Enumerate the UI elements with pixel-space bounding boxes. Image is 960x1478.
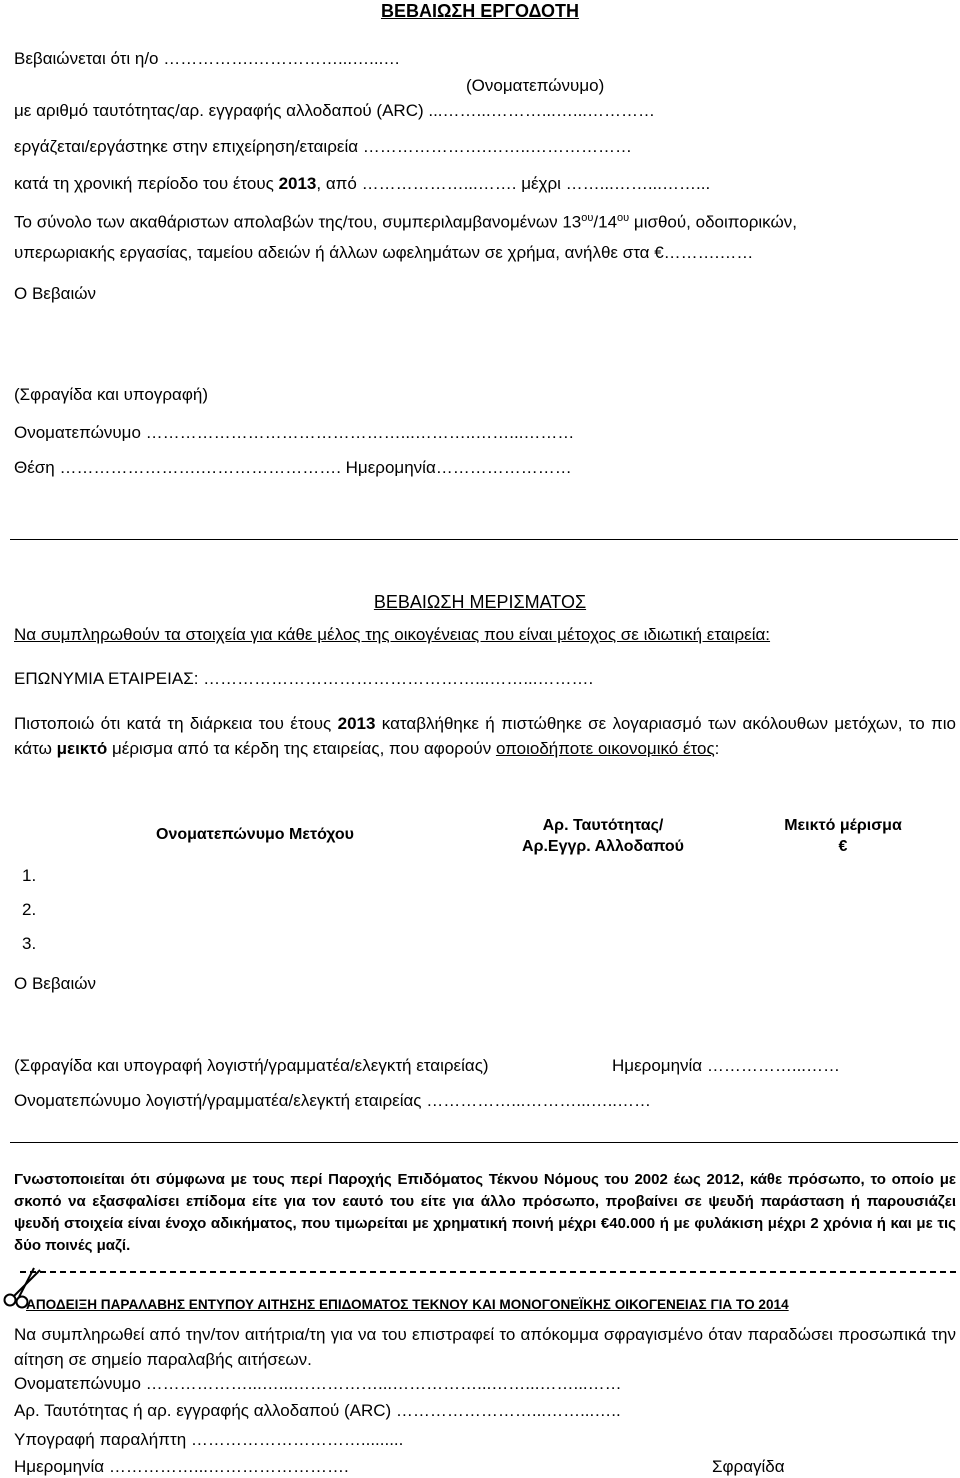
receipt-instruction: Να συμπληρωθεί από την/τον αιτήτρια/τη για να του επιστραφεί το απόκομμα σφραγισμένο όταν παραδώσει προσωπικά την αίτηση σε σημείο παραλαβής αιτήσεων. (14, 1325, 956, 1369)
shareholder-row-1: 1. (22, 866, 37, 885)
id-number-line: με αριθμό ταυτότητας/αρ. εγγραφής αλλοδαπού (ARC) ...……...………...…...………… (14, 101, 656, 120)
receipt-stamp-label: Σφραγίδα (712, 1457, 785, 1476)
position-date-line: Θέση …………………….……………………. Ημερομηνία…………………… (14, 458, 572, 477)
dividend-date-line: Ημερομηνία ……………...…… (612, 1056, 841, 1075)
dividend-certifier-label: Ο Βεβαιών (14, 974, 97, 993)
shareholder-row-2: 2. (22, 900, 37, 919)
receipt-date-line: Ημερομηνία ……………...……………………. (14, 1457, 349, 1476)
section-divider (10, 1142, 958, 1143)
stamp-signature-label: (Σφραγίδα και υπογραφή) (14, 385, 208, 404)
dividend-instruction: Να συμπληρωθούν τα στοιχεία για κάθε μέλος της οικογένειας που είναι μέτοχος σε ιδιωτική εταιρεία: (14, 625, 771, 644)
period-line: κατά τη χρονική περίοδο του έτους 2013, από ………………...……. μέχρι ……...……...……... (14, 174, 711, 193)
accountant-name-line: Ονοματεπώνυμο λογιστή/γραμματέα/ελεγκτή εταιρείας ……………...………...…..…… (14, 1091, 652, 1110)
employer-cert-title: ΒΕΒΑΙΩΣΗ ΕΡΓΟΔΟΤΗ (380, 1, 580, 21)
receipt-title: ΑΠΟΔΕΙΞΗ ΠΑΡΑΛΑΒΗΣ ΕΝΤΥΠΟΥ ΑΙΤΗΣΗΣ ΕΠΙΔΟΜΑΤΟΣ ΤΕΚΝΟΥ ΚΑΙ ΜΟΝΟΓΟΝΕΪΚΗΣ ΟΙΚΟΓΕΝΕΙΑΣ ΓΙΑ ΤΟ 2014 (26, 1297, 789, 1312)
shareholder-row-3: 3. (22, 934, 37, 953)
dividend-paragraph: Πιστοποιώ ότι κατά τη διάρκεια του έτους 2013 καταβλήθηκε ή πιστώθηκε σε λογαριασμό των ακόλουθων μετόχων, το πιο κάτω μεικτό μέρισμα από τα κέρδη της εταιρείας, που αφορούν οποιοδήποτε οικονομικό έτος: (14, 714, 957, 758)
col-shareholder-name: Ονοματεπώνυμο Μετόχου (156, 826, 354, 843)
col-id-number: Αρ. Ταυτότητας/ Αρ.Εγγρ. Αλλοδαπού (522, 817, 684, 855)
receipt-signature-line: Υπογραφή παραλήπτη …………………………......... (14, 1430, 404, 1449)
receipt-id-line: Αρ. Ταυτότητας ή αρ. εγγραφής αλλοδαπού (ARC) ……………………...……...….. (14, 1401, 621, 1420)
section-divider (10, 539, 958, 540)
fullname-caption: (Ονοματεπώνυμο) (466, 76, 605, 95)
accountant-stamp-label: (Σφραγίδα και υπογραφή λογιστή/γραμματέα/ελεγκτή εταιρείας) (14, 1056, 489, 1075)
col-gross-dividend: Μεικτό μέρισμα € (784, 817, 902, 855)
dividend-cert-title: ΒΕΒΑΙΩΣΗ ΜΕΡΙΣΜΑΤΟΣ (373, 592, 587, 612)
certified-person-line: Βεβαιώνεται ότι η/ο …………….……………...…...… (14, 49, 401, 68)
cut-line (20, 1271, 956, 1273)
certifier-name-line: Ονοματεπώνυμο ………………………………………...………..……...……… (14, 423, 575, 442)
gross-earnings-line: Το σύνολο των ακαθάριστων απολαβών της/του, συμπεριλαμβανομένων $13^{o\upsilon}/14^{o\upsilon}$ μισθού, οδοιπορικών, (14, 212, 797, 232)
certifier-label: Ο Βεβαιών (14, 284, 97, 303)
receipt-name-line: Ονοματεπώνυμο ………………...…...……………...……………...……...……...…… (14, 1374, 622, 1393)
earnings-amount-line: υπερωριακής εργασίας, ταμείου αδειών ή άλλων ωφελημάτων σε χρήμα, ανήλθε στα €……….…… (14, 243, 754, 262)
company-name-line: ΕΠΩΝΥΜΙΑ ΕΤΑΙΡΕΙΑΣ: …………………………………………...……...………. (14, 669, 594, 688)
legal-notice: Γνωστοποιείται ότι σύμφωνα με τους περί Παροχής Επιδόματος Τέκνου Νόμους του 2002 έως 2012, κάθε πρόσωπο, το οποίο με σκοπό να εξασφαλίσει επίδομα είτε για τον εαυτό του είτε για άλλο πρόσωπο, προβαίνει σε ψευδή παράσταση ή παρουσιάζει ψευδή στοιχεία είναι ένοχο αδικήματος, που τιμωρείται με χρηματική ποινή μέχρι €40.000 ή με φυλάκιση μέχρι 2 χρόνια ή και με τις δύο ποινές μαζί. (14, 1171, 956, 1254)
employer-company-line: εργάζεται/εργάστηκε στην επιχείρηση/εταιρεία ………………….……..……………… (14, 137, 632, 156)
